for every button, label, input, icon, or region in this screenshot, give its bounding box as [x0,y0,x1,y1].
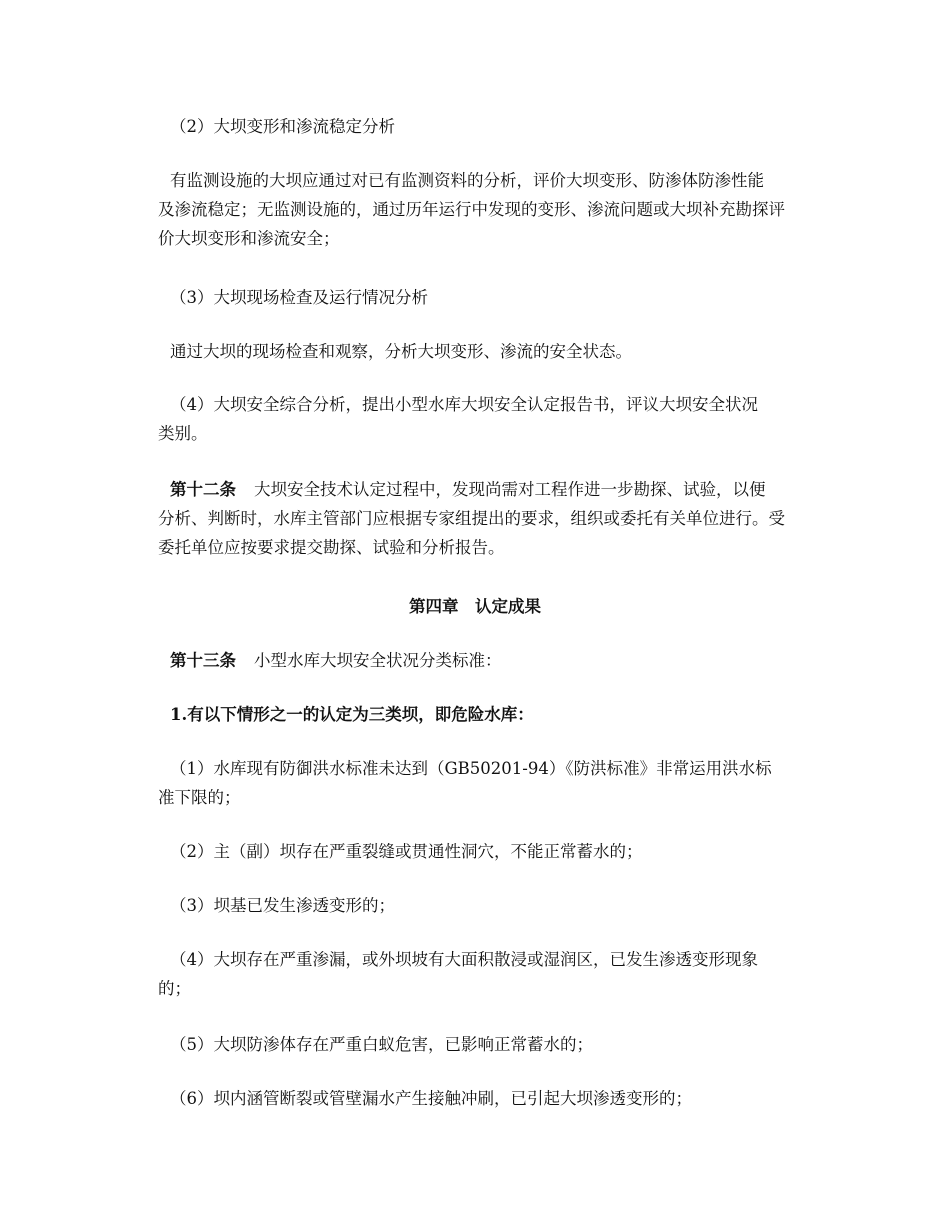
class-3-title: 1.有以下情形之一的认定为三类坝，即危险水库： [170,705,534,724]
article-12-heading: 第十二条 [170,480,236,499]
list-item-2: （2）主（副）坝存在严重裂缝或贯通性洞穴，不能正常蓄水的； [170,842,643,861]
section-heading-4 [158,390,833,448]
article-12 [158,475,833,562]
paragraph-inspection: 通过大坝的现场检查和观察，分析大坝变形、渗流的安全状态。 [170,342,632,361]
section-heading-3: （3）大坝现场检查及运行情况分析 [170,288,428,307]
paragraph-line: 及渗流稳定；无监测设施的，通过历年运行中发现的变形、渗流问题或大坝补充勘探评 [158,200,785,219]
paragraph-line: （4）大坝安全综合分析，提出小型水库大坝安全认定报告书，评议大坝安全状况 [170,395,758,414]
paragraph-line: 委托单位应按要求提交勘探、试验和分析报告。 [158,538,505,557]
paragraph-line: 类别。 [158,424,208,443]
article-13-text: 小型水库大坝安全状况分类标准： [254,651,502,670]
list-item-1 [158,754,833,812]
paragraph-line: 准下限的； [158,788,241,807]
list-item-4 [158,945,833,1003]
paragraph-line: （4）大坝存在严重渗漏，或外坝坡有大面积散浸或湿润区，已发生渗透变形现象 [170,950,758,969]
list-item-3: （3）坝基已发生渗透变形的； [170,896,395,915]
article-13-heading: 第十三条 [170,651,236,670]
paragraph-line: 的； [158,979,191,998]
paragraph-line [163,475,833,504]
paragraph-line: 有监测设施的大坝应通过对已有监测资料的分析，评价大坝变形、防渗体防渗性能 [170,171,764,190]
paragraph-monitoring [158,166,833,253]
list-item-5: （5）大坝防渗体存在严重白蚁危害，已影响正常蓄水的； [170,1035,593,1054]
article-12-text: 大坝安全技术认定过程中，发现尚需对工程作进一步勘探、试验，以便 [254,480,766,499]
paragraph-line: 分析、判断时，水库主管部门应根据专家组提出的要求，组织或委托有关单位进行。受 [158,509,785,528]
article-13 [170,646,840,675]
paragraph-line: 价大坝变形和渗流安全； [158,229,340,248]
paragraph-line: （1）水库现有防御洪水标准未达到（GB50201-94）《防洪标准》非常运用洪水标 [170,759,772,778]
section-heading-2: （2）大坝变形和渗流稳定分析 [170,117,395,136]
list-item-6: （6）坝内涵管断裂或管壁漏水产生接触冲刷，已引起大坝渗透变形的； [170,1089,692,1108]
chapter-title: 第四章 认定成果 [409,597,541,616]
